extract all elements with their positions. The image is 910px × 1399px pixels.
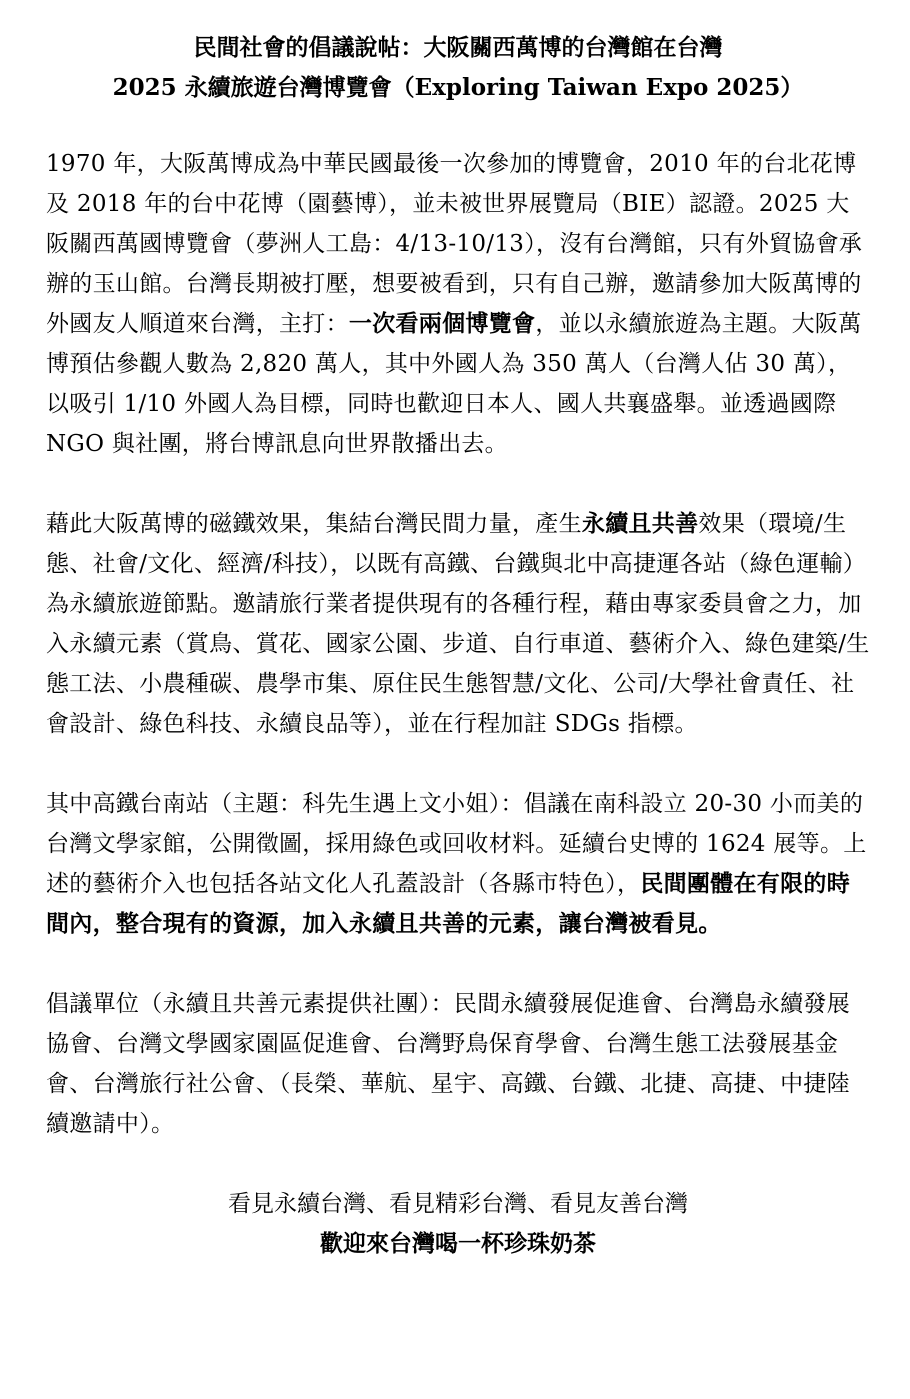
title-line-1: 民間社會的倡議說帖：大阪關西萬博的台灣館在台灣	[193, 34, 723, 61]
paragraph-background-text-2: ，並以永續旅遊為主題。大阪萬博預估參觀人數為 2,820 萬人，其中外國人為 350 萬人（台灣人佔 30 萬），以吸引 1/10 外國人為目標，同時也歡迎日本人、國人共襄盛舉。並透過國際 NGO 與社團，將台博訊息向世界散播出去。	[46, 311, 862, 457]
paragraph-background-text-1: 1970 年，大阪萬博成為中華民國最後一次參加的博覽會，2010 年的台北花博及 2018 年的台中花博（園藝博），並未被世界展覽局（BIE）認證。2025 大阪關西萬國博覽會（夢洲人工島：4/13-10/13），沒有台灣館，只有外貿協會承辦的玉山館。台灣長期被打壓，想要被看到，只有自己辦，邀請參加大阪萬博的外國友人順道來台灣，主打：	[46, 151, 863, 337]
paragraph-approach-text-1: 藉此大阪萬博的磁鐵效果，集結台灣民間力量，產生	[46, 511, 582, 537]
paragraph-background	[46, 144, 870, 464]
paragraph-background-highlight: 一次看兩個博覽會	[348, 310, 536, 337]
paragraph-tainan-station	[46, 784, 870, 944]
paragraph-tainan-text-1: 其中高鐵台南站（主題：科先生遇上文小姐）：倡議在南科設立 20-30 小而美的台灣文學家館，公開徵圖，採用綠色或回收材料。延續台史博的 1624 展等。上述的藝術介入也包括各站文化人孔蓋設計（各縣市特色），	[46, 791, 867, 897]
closing-slogan	[46, 1184, 870, 1264]
title-line-2: 2025 永續旅遊台灣博覽會（Exploring Taiwan Expo 2025）	[112, 74, 804, 101]
closing-line-1: 看見永續台灣、看見精彩台灣、看見友善台灣	[228, 1191, 688, 1217]
document-title	[46, 28, 870, 108]
paragraph-approach-highlight: 永續且共善	[581, 510, 699, 537]
paragraph-initiators: 倡議單位（永續且共善元素提供社團）：民間永續發展促進會、台灣島永續發展協會、台灣文學國家園區促進會、台灣野鳥保育學會、台灣生態工法發展基金會、台灣旅行社公會、（長榮、華航、星宇、高鐵、台鐵、北捷、高捷、中捷陸續邀請中）。	[46, 991, 850, 1137]
paragraph-tainan-highlight: 民間團體在有限的時間內，整合現有的資源，加入永續且共善的元素，讓台灣被看見。	[46, 870, 851, 937]
paragraph-approach-text-2: 效果（環境/生態、社會/文化、經濟/科技），以既有高鐵、台鐵與北中高捷運各站（綠色運輸）為永續旅遊節點。邀請旅行業者提供現有的各種行程，藉由專家委員會之力，加入永續元素（賞鳥、賞花、國家公園、步道、自行車道、藝術介入、綠色建築/生態工法、小農種碳、農學市集、原住民生態智慧/文化、公司/大學社會責任、社會設計、綠色科技、永續良品等），並在行程加註 SDGs 指標。	[46, 511, 870, 737]
paragraph-approach	[46, 504, 870, 744]
closing-line-2: 歡迎來台灣喝一杯珍珠奶茶	[320, 1230, 596, 1257]
